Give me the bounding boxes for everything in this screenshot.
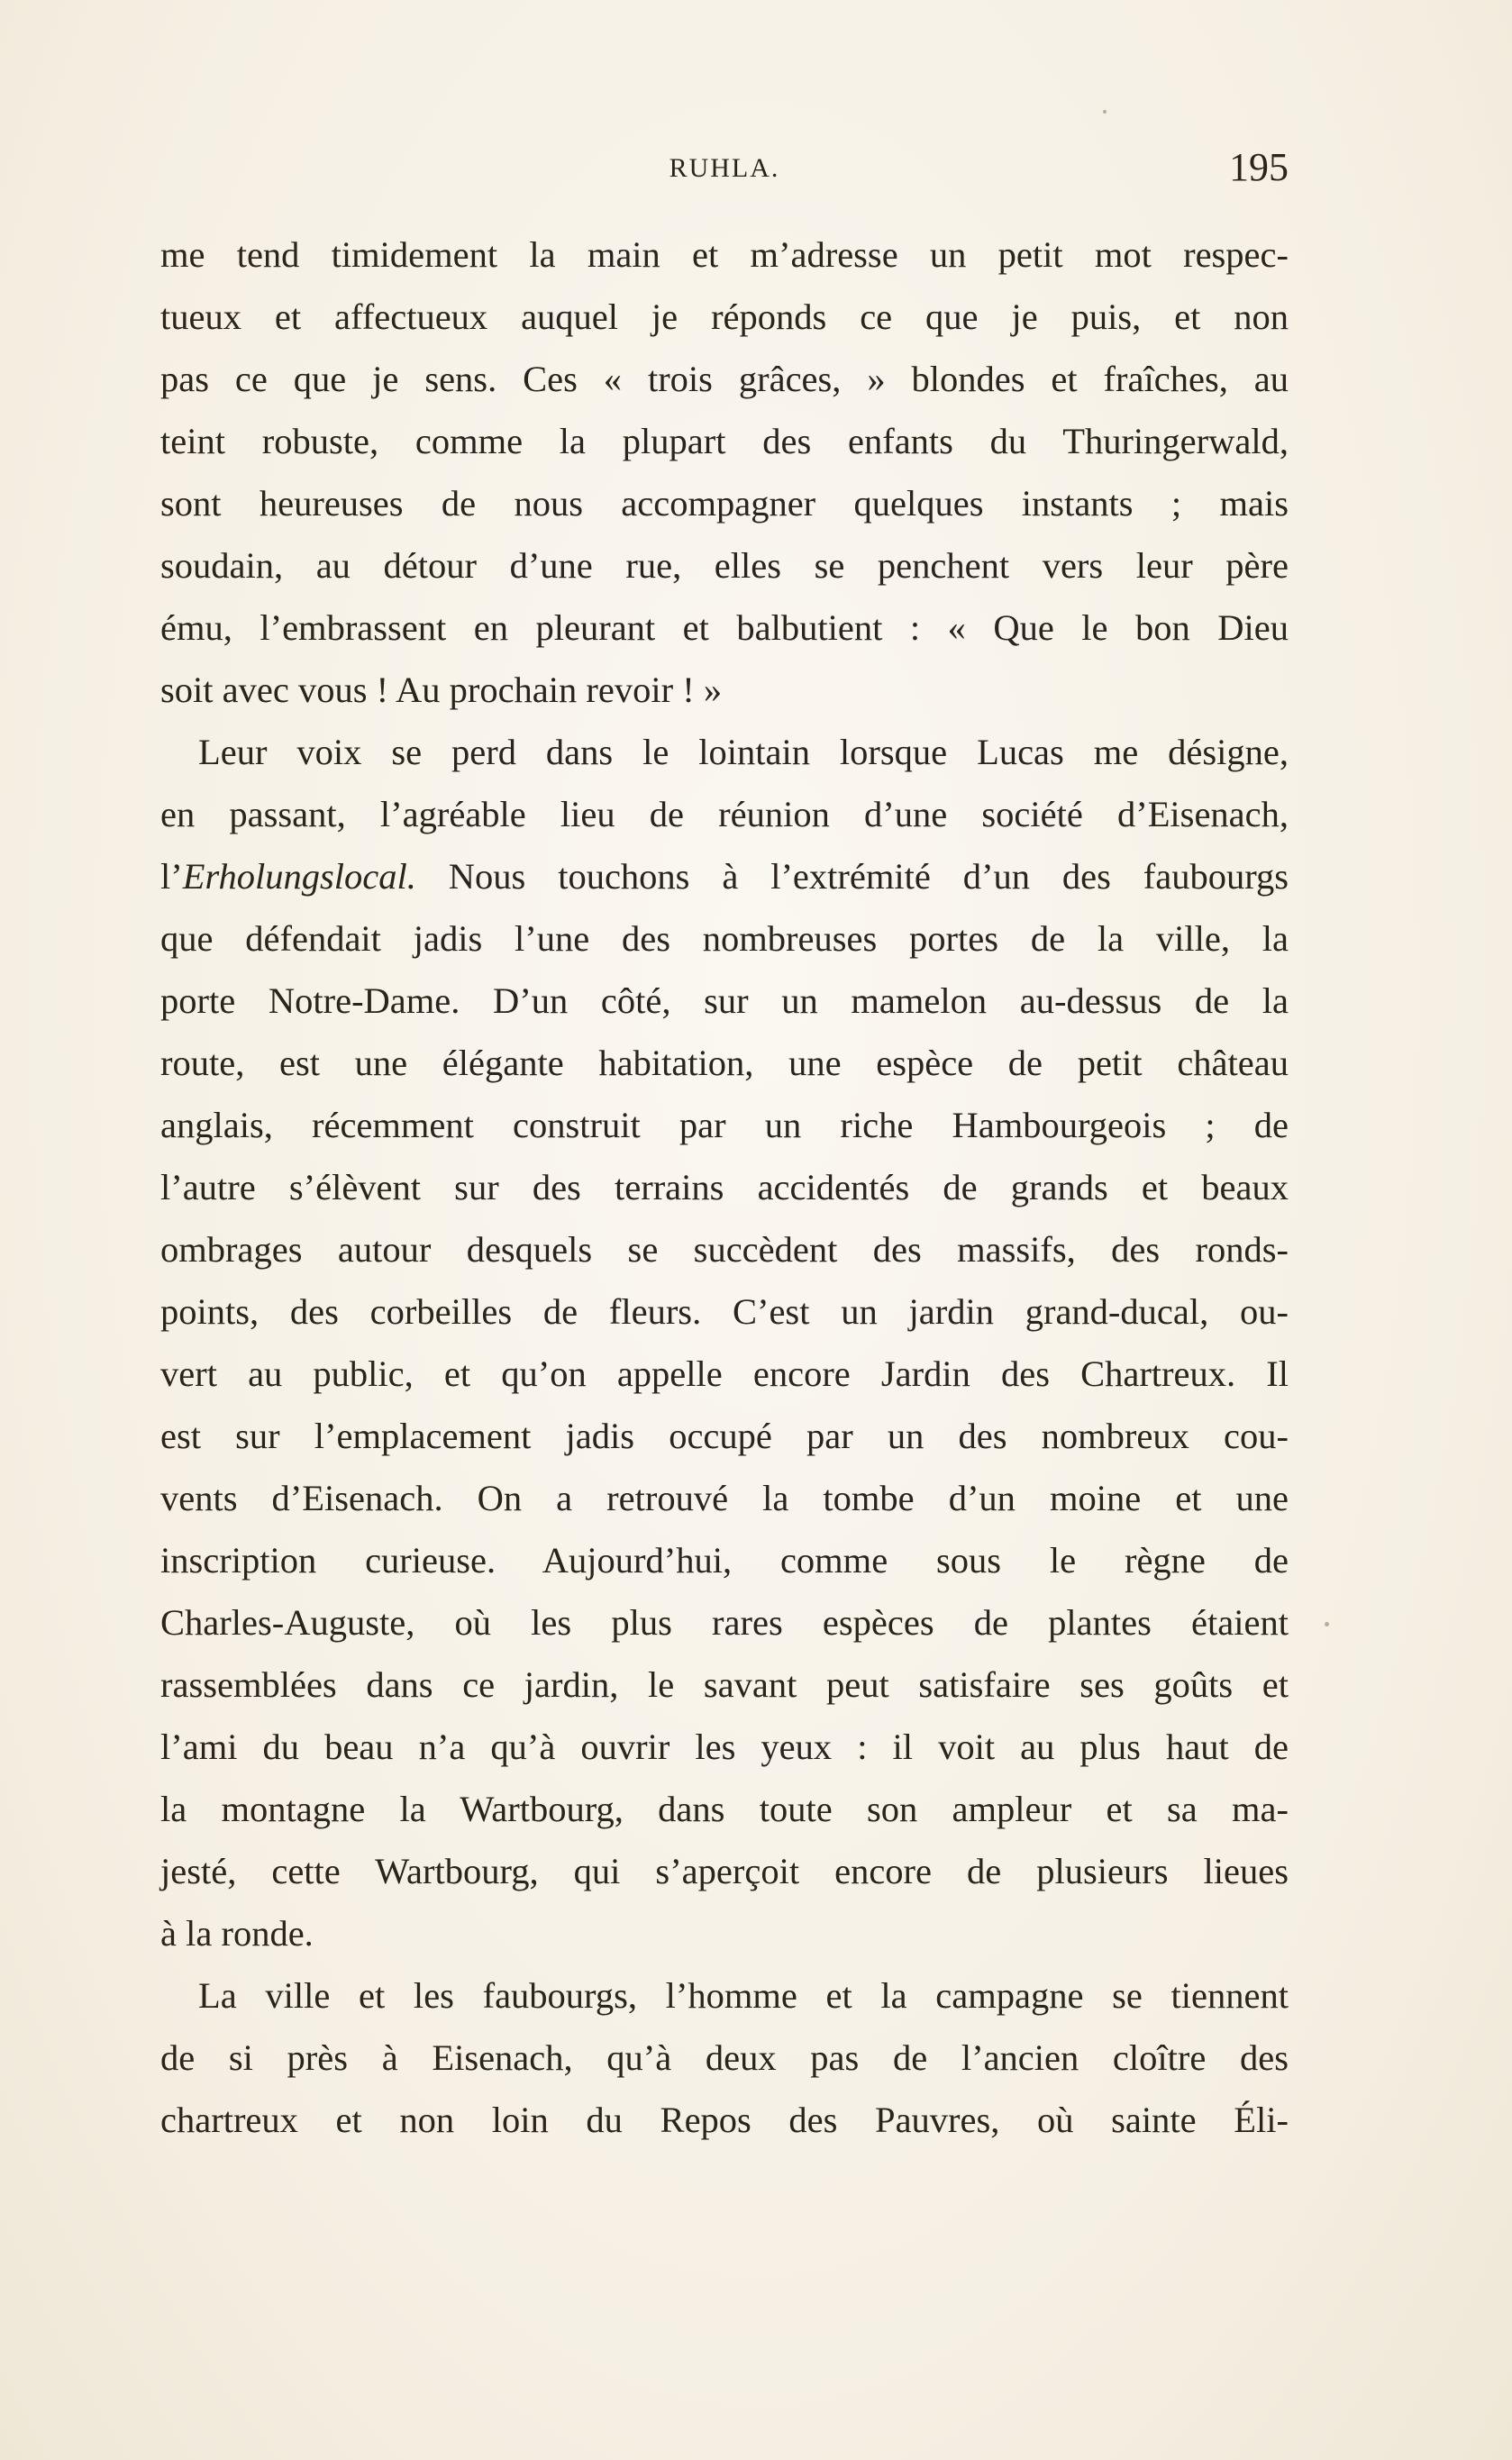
text-line: ému, l’embrassent en pleurant et balbutient : « Que le bon Dieu bbox=[160, 607, 1289, 648]
body-text bbox=[160, 223, 1289, 2151]
text-line: à la ronde. bbox=[160, 1913, 314, 1954]
text-line: la montagne la Wartbourg, dans toute son ampleur et sa ma- bbox=[160, 1789, 1289, 1829]
text-line: que défendait jadis l’une des nombreuses portes de la ville, la bbox=[160, 918, 1289, 959]
text-fragment: Nous touchons à l’extrémité d’un des faubourgs bbox=[415, 856, 1289, 897]
text-line: pas ce que je sens. Ces « trois grâces, » blondes et fraîches, au bbox=[160, 359, 1289, 399]
text-line: points, des corbeilles de fleurs. C’est un jardin grand-ducal, ou- bbox=[160, 1291, 1289, 1332]
text-line: tueux et affectueux auquel je réponds ce que je puis, et non bbox=[160, 296, 1289, 337]
text-line: jesté, cette Wartbourg, qui s’aperçoit encore de plusieurs lieues bbox=[160, 1851, 1289, 1891]
text-line: de si près à Eisenach, qu’à deux pas de l’ancien cloître des bbox=[160, 2037, 1289, 2078]
text-line: soit avec vous ! Au prochain revoir ! » bbox=[160, 670, 723, 710]
text-line: Leur voix se perd dans le lointain lorsque Lucas me désigne, bbox=[198, 732, 1289, 772]
text-line: soudain, au détour d’une rue, elles se penchent vers leur père bbox=[160, 545, 1289, 586]
text-line: l’ami du beau n’a qu’à ouvrir les yeux : il voit au plus haut de bbox=[160, 1727, 1289, 1767]
text-line: me tend timidement la main et m’adresse un petit mot respec- bbox=[160, 234, 1289, 275]
text-line: ombrages autour desquels se succèdent des massifs, des ronds- bbox=[160, 1229, 1289, 1270]
page-number: 195 bbox=[1229, 145, 1289, 189]
text-line: porte Notre-Dame. D’un côté, sur un mamelon au-dessus de la bbox=[160, 980, 1289, 1021]
text-line: inscription curieuse. Aujourd’hui, comme sous le règne de bbox=[160, 1540, 1289, 1581]
text-line: La ville et les faubourgs, l’homme et la campagne se tiennent bbox=[198, 1975, 1289, 2016]
text-line: est sur l’emplacement jadis occupé par un des nombreux cou- bbox=[160, 1416, 1289, 1456]
text-line: vert au public, et qu’on appelle encore Jardin des Chartreux. Il bbox=[160, 1353, 1289, 1394]
text-line: vents d’Eisenach. On a retrouvé la tombe d’un moine et une bbox=[160, 1478, 1289, 1518]
text-line: Charles-Auguste, où les plus rares espèces de plantes étaient bbox=[160, 1602, 1289, 1643]
paper-speck bbox=[1103, 110, 1107, 114]
text-line: l’autre s’élèvent sur des terrains accidentés de grands et beaux bbox=[160, 1167, 1289, 1207]
text-line: route, est une élégante habitation, une espèce de petit château bbox=[160, 1043, 1289, 1083]
italic-term: Erholungslocal. bbox=[182, 856, 416, 897]
text-line: en passant, l’agréable lieu de réunion d’une société d’Eisenach, bbox=[160, 794, 1289, 834]
text-line: anglais, récemment construit par un riche Hambourgeois ; de bbox=[160, 1105, 1289, 1145]
text-fragment: l’ bbox=[160, 856, 183, 897]
text-line: teint robuste, comme la plupart des enfants du Thuringerwald, bbox=[160, 421, 1289, 461]
text-line: sont heureuses de nous accompagner quelques instants ; mais bbox=[160, 483, 1289, 524]
text-line-with-italic bbox=[160, 845, 1289, 907]
text-line: rassemblées dans ce jardin, le savant peut satisfaire ses goûts et bbox=[160, 1664, 1289, 1705]
running-head bbox=[160, 144, 1289, 198]
text-line: chartreux et non loin du Repos des Pauvres, où sainte Éli- bbox=[160, 2100, 1289, 2140]
running-title: RUHLA. bbox=[669, 153, 780, 183]
paper-speck bbox=[1325, 1622, 1329, 1626]
